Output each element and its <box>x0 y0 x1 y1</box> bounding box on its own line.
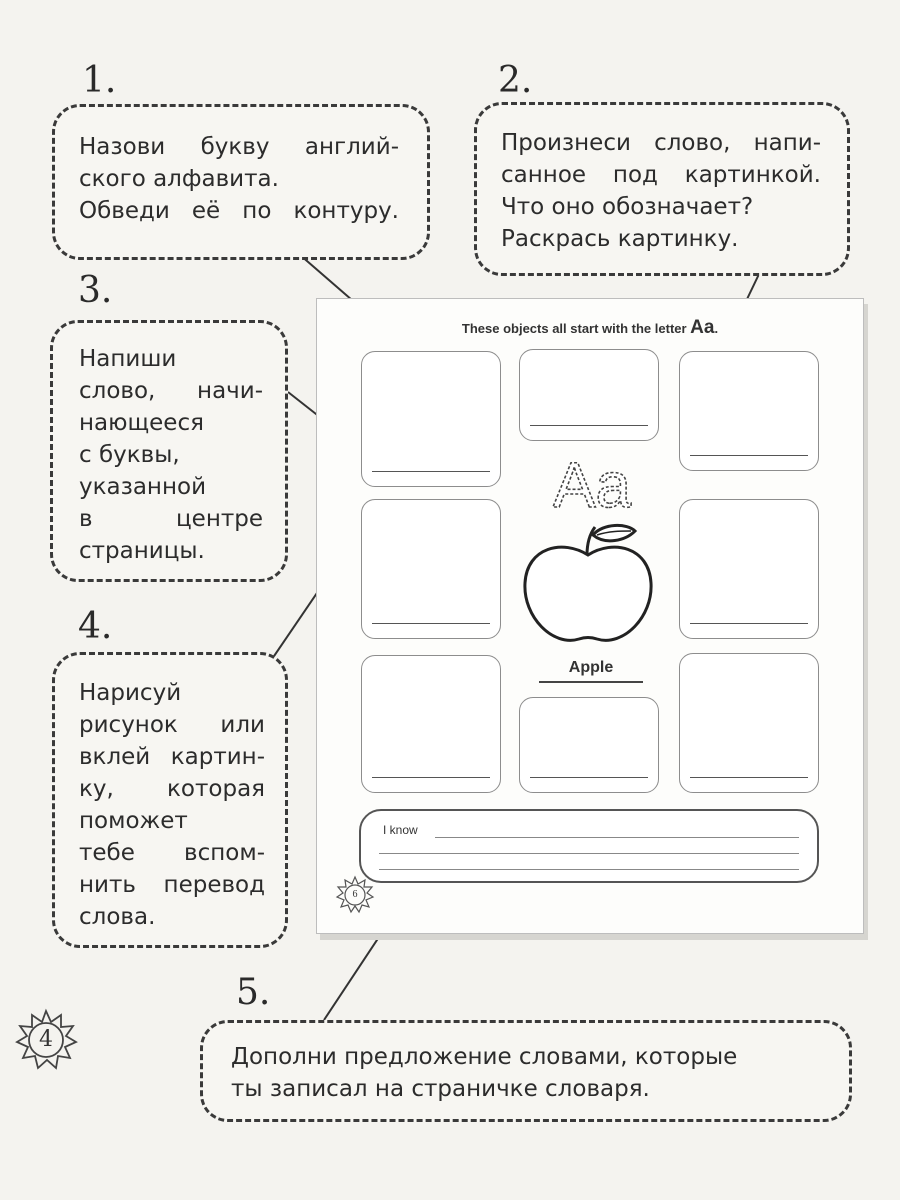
center-letters-text: Aa <box>552 449 632 515</box>
step-number-3: 3. <box>78 270 113 311</box>
instruction-1-line: Обведи её по контуру. <box>79 198 399 224</box>
instruction-callout-2 <box>474 102 850 276</box>
word-line <box>690 777 808 778</box>
word-box-4[interactable] <box>361 499 501 639</box>
word-box-2[interactable] <box>519 349 659 441</box>
worksheet-title-text: These objects all start with the letter <box>461 321 691 336</box>
word-box-7[interactable] <box>519 697 659 793</box>
instruction-1-line: ского алфавита. <box>79 166 279 192</box>
word-line <box>530 777 648 778</box>
step-number-4: 4. <box>78 606 113 647</box>
instruction-3-line: нающееся <box>79 410 204 436</box>
instruction-1-line: Назови букву англий- <box>79 134 399 160</box>
instruction-2-line: Раскрась картинку. <box>501 226 739 252</box>
step-number-2: 2. <box>498 60 533 101</box>
instruction-callout-1 <box>52 104 430 260</box>
instruction-4-line: поможет <box>79 808 188 834</box>
instruction-callout-4 <box>52 652 288 948</box>
worksheet-page-number: 6 <box>352 889 358 900</box>
writing-line <box>435 837 799 838</box>
instruction-5-line: Дополни предложение словами, которые <box>231 1044 738 1070</box>
center-letters <box>527 449 657 515</box>
instruction-3-line: указанной <box>79 474 207 500</box>
instruction-3-line: слово, начи- <box>79 378 263 404</box>
sentence-start: I know <box>383 823 418 837</box>
word-line <box>690 455 808 456</box>
word-box-8[interactable] <box>679 653 819 793</box>
word-line <box>372 471 490 472</box>
sentence-box[interactable] <box>359 809 819 883</box>
worksheet-title-suffix: . <box>714 321 719 336</box>
step-number-5: 5. <box>236 972 271 1013</box>
step-number-1: 1. <box>82 60 117 101</box>
picture-word-underline <box>539 681 643 683</box>
instruction-2-line: Произнеси слово, напи- <box>501 130 821 156</box>
page-number: 4 <box>39 1027 53 1052</box>
word-line <box>690 623 808 624</box>
word-line <box>372 623 490 624</box>
worksheet-title <box>317 317 863 339</box>
instruction-2-line: Что оно обозначает? <box>501 194 754 220</box>
dictionary-worksheet <box>316 298 864 934</box>
word-box-6[interactable] <box>361 655 501 793</box>
instruction-5-line: ты записал на страничке словаря. <box>231 1076 650 1102</box>
instruction-4-line: Нарисуй <box>79 680 182 706</box>
instruction-3-line: Напиши <box>79 346 177 372</box>
instruction-4-line: нить перевод <box>79 872 265 898</box>
instruction-4-line: рисунок или <box>79 712 265 738</box>
instruction-4-line: слова. <box>79 904 156 930</box>
picture-word: Apple <box>568 659 614 676</box>
instruction-3-line: страницы. <box>79 538 205 564</box>
instruction-callout-5 <box>200 1020 852 1122</box>
instruction-4-line: ку, которая <box>79 776 265 802</box>
instruction-4-line: вклей картин- <box>79 744 265 770</box>
word-box-3[interactable] <box>679 351 819 471</box>
word-line <box>530 425 648 426</box>
instruction-4-line: тебе вспом- <box>79 840 265 866</box>
worksheet-title-letter: Aa <box>690 317 715 338</box>
word-box-1[interactable] <box>361 351 501 487</box>
instruction-2-line: санное под картинкой. <box>501 162 821 188</box>
word-box-5[interactable] <box>679 499 819 639</box>
page-number-badge <box>14 1008 78 1072</box>
word-line <box>372 777 490 778</box>
apple-icon <box>513 521 663 651</box>
instruction-3-line: с буквы, <box>79 442 180 468</box>
instruction-callout-3 <box>50 320 288 582</box>
instruction-3-line: в центре <box>79 506 263 532</box>
writing-line <box>379 853 799 854</box>
writing-line <box>379 869 799 870</box>
